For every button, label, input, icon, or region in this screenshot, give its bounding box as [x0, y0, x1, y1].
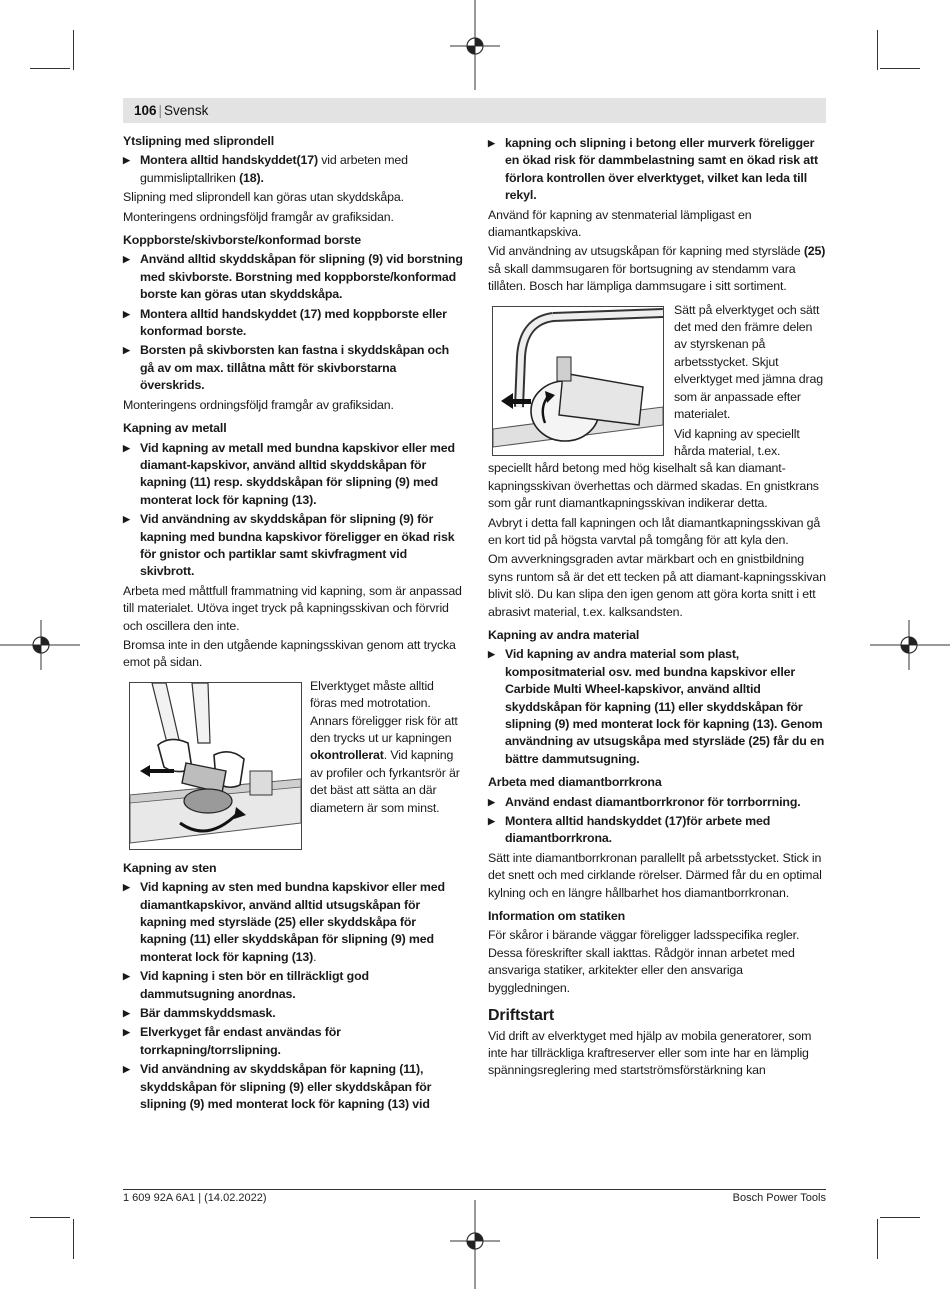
footer-divider [123, 1189, 826, 1190]
registration-mark-top-icon [450, 0, 500, 90]
bullet-item: ▶ Använd alltid skyddskåpan för slipning (9) vid borstning med skivborste. Borstning med koppborste/konformad borste kan göras utan skyddskåpa. [123, 251, 463, 303]
heading-kapning-andra: Kapning av andra material [488, 627, 640, 642]
stone-cutting-illustration [492, 306, 664, 456]
paragraph: Bromsa inte in den utgående kapningsskivan genom att trycka emot på sidan. [123, 637, 456, 670]
bullet-item: ▶ Vid kapning av metall med bundna kapskivor eller med diamant-kapskivor, använd alltid skyddskåpan för kapning (11) resp. skyddskåpan för slipning (9) med monterat lock för kapning (13). [123, 440, 463, 510]
paragraph: Slipning med sliprondell kan göras utan skyddskåpa. [123, 190, 404, 205]
paragraph: Arbeta med måttfull frammatning vid kapning, som är anpassad till materialet. Utöva inget tryck på kapningsskivan och förvrid och oscillera den inte. [123, 583, 462, 633]
bullet-item: ▶ Vid kapning av andra material som plast, kompositmaterial osv. med bundna kapskivor eller Carbide Multi Wheel-kapskivor, använd alltid skyddskåpan för kapning (11) eller skyddskåpan för slipning (9) med monterat lock för kapning (13). Genom användning av utsugskåpa med styrsläde (25) får du en bättre dammutsugning. [488, 646, 826, 768]
paragraph: För skåror i bärande väggar föreligger ladsspecifika regler. Dessa föreskrifter skall iakttas. Rådgör innan arbetet med ansvariga statiker, arkitekter eller den ansvariga byggledningen. [488, 928, 800, 995]
bullet-item: ▶ Vid kapning i sten bör en tillräckligt god dammutsugning anordnas. [123, 968, 463, 1003]
registration-mark-right-icon [870, 620, 950, 670]
paragraph: Använd för kapning av stenmaterial lämpligast en diamantkapskiva. [488, 207, 752, 240]
left-column [123, 133, 463, 1113]
figure-caption-stone-1: Sätt på elverktyget och sätt det med den främre delen av styrskenan på arbetsstycket. Skjut elverktyget med jämna drag som är anpassade efter materialet. [674, 302, 823, 422]
bullet-item: ▶ Elverkyget får endast användas för torrkapning/torrslipning. [123, 1024, 463, 1059]
page-number: 106 [134, 103, 157, 118]
footer-brand: Bosch Power Tools [732, 1192, 826, 1204]
page-header-bar [123, 98, 826, 123]
metal-cutting-illustration [129, 682, 302, 850]
footer-doc-number: 1 609 92A 6A1 | (14.02.2022) [123, 1192, 267, 1204]
page-language: Svensk [164, 103, 209, 118]
paragraph: Vid användning av utsugskåpan för kapning med styrsläde (25) så skall dammsugaren för bortsugning av stendamm vara tillåten. Bosch har lämpliga dammsugare i sitt sortiment. [488, 244, 826, 294]
figure-caption-stone-2: Vid kapning av speciellt hårda material, t.ex. speciellt hård betong med hög kiselhalt så kan diamant-kapningsskivan överhettas och därmed skadas. En gnistkrans som går runt diamantkapningsskivan indikerar detta. [488, 426, 819, 511]
bullet-item: ▶ Montera alltid handskyddet (17) med koppborste eller konformad borste. [123, 306, 463, 341]
bullet-item: ▶ Montera alltid handskyddet (17)för arbete med diamantborrkrona. [488, 813, 826, 848]
bullet-item: ▶ Borsten på skivborsten kan fastna i skyddskåpan och gå av om max. tillåtna mått för skivborstarna överskrids. [123, 342, 463, 394]
paragraph: Monteringens ordningsföljd framgår av grafiksidan. [123, 209, 394, 224]
bullet-item: ▶ Använd endast diamantborrkronor för torrborrning. [488, 794, 826, 811]
figure-caption-metal: Elverktyget måste alltid föras med motrotation. Annars föreligger risk för att den trycks ut ur kapningen okontrollerat. Vid kapning av profiler och fyrkantsrör är det bäst att sätta an där diametern är som minst. [310, 678, 460, 815]
figure-metal-cutting [123, 678, 463, 854]
paragraph: Monteringens ordningsföljd framgår av grafiksidan. [123, 397, 394, 412]
figure-stone-cutting [488, 302, 826, 513]
bullet-item: ▶ Bär dammskyddsmask. [123, 1005, 463, 1022]
heading-kapning-sten: Kapning av sten [123, 860, 217, 875]
bullet-handskydd-gummi: ▶ Montera alltid handskyddet(17) vid arbeten med gummisliptallriken (18). [123, 152, 463, 187]
heading-driftstart: Driftstart [488, 1007, 555, 1025]
registration-mark-left-icon [0, 620, 80, 670]
bullet-item: ▶ Vid användning av skyddskåpan för slipning (9) för kapning med bundna kapskivor föreligger en ökad risk för gnistor och partiklar samt skivfragment vid skivbrott. [123, 511, 463, 581]
bullet-continuation: ▶ kapning och slipning i betong eller murverk föreligger en ökad risk för dammbelastning samt en ökad risk att förlora kontrollen över elverktyget, vilket kan leda till rekyl. [488, 135, 826, 205]
heading-koppborste: Koppborste/skivborste/konformad borste [123, 233, 362, 248]
heading-kapning-metall: Kapning av metall [123, 421, 227, 436]
paragraph: Om avverkningsgraden avtar märkbart och en gnistbildning syns runtom så är det ett tecken på att diamant-kapningsskivan blivit slö. Du kan slipa den igen genom att göra korta snitt i ett abrasivt material, t.ex. kalksandsten. [488, 552, 826, 619]
heading-diamantborrkrona: Arbeta med diamantborrkrona [488, 775, 662, 790]
registration-mark-bottom-icon [450, 1200, 500, 1289]
bullet-item: ▶ Vid användning av skyddskåpan för kapning (11), skyddskåpan för slipning (9) eller skyddskåpan för slipning (9) med monterat lock för kapning (13) vid [123, 1061, 463, 1113]
page-header: 106 | Svensk [134, 103, 209, 118]
hands-grinder-drawing-icon [130, 683, 301, 849]
heading-statiken: Information om statiken [488, 909, 625, 924]
bullet-item: ▶ Vid kapning av sten med bundna kapskivor eller med diamantkapskivor, använd alltid utsugskåpan för kapning med styrsläde (25) eller skyddskåpa för kapning (11) eller skyddskåpan för slipning (9) med monterat lock för kapning (13). [123, 879, 463, 966]
paragraph: Sätt inte diamantborrkronan parallellt på arbetsstycket. Stick in det snett och med cirklande rörelser. Därmed får du en optimal kylning och en längre hållbarhet hos diamantborrkronan. [488, 850, 822, 900]
guide-sled-grinder-drawing-icon [493, 307, 663, 455]
heading-ytslipning: Ytslipning med sliprondell [123, 134, 274, 148]
right-column [488, 133, 826, 1080]
paragraph: Avbryt i detta fall kapningen och låt diamantkapningsskivan gå en kort tid på högsta varvtal på tomgång för att kyla den. [488, 515, 821, 547]
paragraph: Vid drift av elverktyget med hjälp av mobila generatorer, som inte har tillräckliga kraftreserver eller som inte har en lämplig spänningsreglering med startströmsförstärkning kan [488, 1028, 812, 1078]
